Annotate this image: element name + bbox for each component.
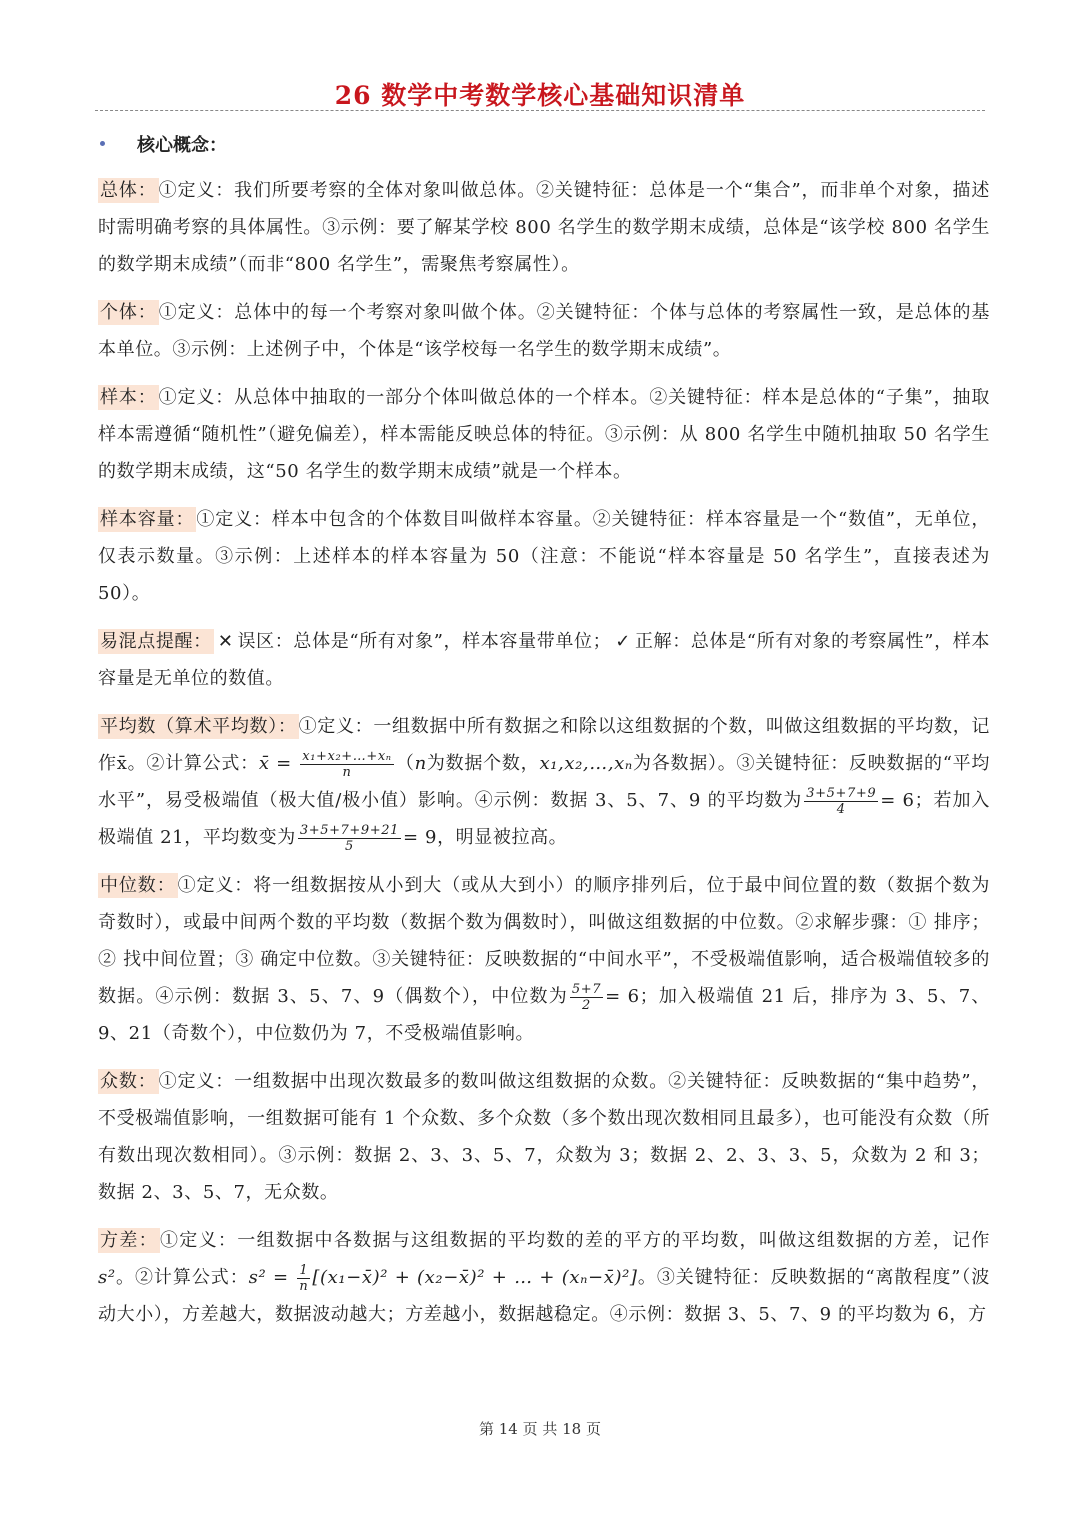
paragraph-text: ①定义：一组数据中所有数据之和除以这组数据的个数，叫做这组数据的平均数，记作x̄。②计算公式： — [98, 716, 990, 774]
fraction — [300, 749, 393, 780]
term-label: 易混点提醒： — [100, 631, 212, 652]
fraction-denominator: 2 — [582, 997, 591, 1013]
paragraph — [98, 379, 990, 490]
math-expression: x₁,x₂,…,xₙ — [539, 753, 633, 774]
paragraph — [98, 501, 990, 612]
document-title: 26 数学中考数学核心基础知识清单 — [334, 81, 746, 110]
fraction-denominator: 4 — [836, 801, 846, 817]
term-label: 中位数： — [100, 875, 176, 896]
paragraph-text: 正解：总体是“所有对象的考察属性”，样本容量是无单位的数值。 — [98, 631, 990, 689]
paragraph-text: ①定义：样本中包含的个体数目叫做样本容量。②关键特征：样本容量是一个“数值”，无单位，仅表示数量。③示例：上述样本的样本容量为 50（注意：不能说“样本容量是 50 名学生”，直接表述为 50）。 — [98, 509, 991, 604]
check-icon: ✓ — [615, 631, 631, 652]
term-label: 样本容量： — [100, 509, 195, 530]
cross-icon: ✕ — [217, 631, 234, 652]
fraction — [298, 823, 401, 854]
paragraph-text: ①定义：一组数据中出现次数最多的数叫做这组数据的众数。②关键特征：反映数据的“集中趋势”，不受极端值影响，一组数据可能有 1 个众数、多个众数（多个数出现次数相同且最多），也可能没有众数（所有数出现次数相同）。③示例：数据 2、3、3、5、7，众数为 3；数据 2、2、3、3、5，众数为 2 和 3；数据 2、3、5、7，无众数。 — [98, 1071, 990, 1203]
paragraph-text: （ — [395, 753, 415, 774]
paragraph-text: 。②计算公式： — [115, 1267, 249, 1288]
fraction-numerator: 3+5+7+9 — [806, 785, 877, 801]
page-footer: 第 14 页 共 18 页 — [478, 1420, 601, 1438]
fraction — [570, 982, 603, 1013]
paragraph — [98, 708, 990, 856]
math-expression: s² = — [248, 1267, 296, 1288]
paragraph — [98, 867, 990, 1052]
paragraph-text: = 6；若加入极端值 21，平均数变为 — [98, 790, 990, 848]
fraction-denominator: n — [299, 1278, 309, 1294]
title-divider — [95, 110, 985, 111]
paragraph-text: ①定义：从总体中抽取的一部分个体叫做总体的一个样本。②关键特征：样本是总体的“子集”，抽取样本需遵循“随机性”（避免偏差），样本需能反映总体的特征。③示例：从 800 名学生中随机抽取 50 名学生的数学期末成绩，这“50 名学生的数学期末成绩”就是一个样本。 — [98, 387, 990, 482]
math-expression: s² — [98, 1267, 116, 1288]
math-expression: n — [414, 753, 427, 774]
term-label: 众数： — [100, 1071, 157, 1092]
term-label: 方差： — [100, 1230, 158, 1251]
paragraph — [98, 172, 990, 283]
fraction-numerator: 5+7 — [571, 981, 602, 997]
fraction-denominator: n — [342, 764, 352, 780]
paragraph-text: ①定义：总体中的每一个考察对象叫做个体。②关键特征：个体与总体的考察属性一致，是总体的基本单位。③示例：上述例子中，个体是“该学校每一名学生的数学期末成绩”。 — [98, 302, 990, 360]
term-label: 样本： — [100, 387, 157, 408]
math-expression: [(x₁−x̄)² + (x₂−x̄)² + … + (xₙ−x̄)²] — [312, 1267, 638, 1288]
paragraph-text: 为各数据）。③关键特征：反映数据的“平均水平”，易受极端值（极大值/极小值）影响。④示例：数据 3、5、7、9 的平均数为 — [98, 753, 990, 811]
math-expression: x̄ = — [258, 753, 299, 774]
term-label: 平均数（算术平均数）： — [100, 716, 297, 737]
paragraph-text: = 6；加入极端值 21 后，排序为 3、5、7、9、21（奇数个），中位数仍为 7，不受极端值影响。 — [98, 986, 990, 1044]
paragraph-text: ①定义：将一组数据按从小到大（或从大到小）的顺序排列后，位于最中间位置的数（数据个数为奇数时），或最中间两个数的平均数（数据个数为偶数时），叫做这组数据的中位数。②求解步骤：① 排序；② 找中间位置；③ 确定中位数。③关键特征：反映数据的“中间水平”，不受极端值影响，适合极端值较多的数据。④示例：数据 3、5、7、9（偶数个），中位数为 — [98, 875, 991, 1007]
paragraph-text: ①定义：一组数据中各数据与这组数据的平均数的差的平方的平均数，叫做这组数据的方差，记作 — [159, 1230, 990, 1251]
paragraph — [98, 623, 990, 697]
paragraph — [98, 1063, 990, 1211]
fraction-numerator: 1 — [297, 1263, 310, 1279]
term-label: 个体： — [100, 302, 157, 323]
document-body — [98, 172, 990, 1344]
fraction-denominator: 5 — [344, 838, 354, 854]
paragraph — [98, 294, 990, 368]
section-heading: 核心概念： — [137, 135, 227, 156]
paragraph-text: ①定义：我们所要考察的全体对象叫做总体。②关键特征：总体是一个“集合”，而非单个对象，描述时需明确考察的具体属性。③示例：要了解某学校 800 名学生的数学期末成绩，总体是“该学校 800 名学生的数学期末成绩”（而非“800 名学生”，需聚焦考察属性）。 — [98, 180, 990, 275]
fraction-numerator: 3+5+7+9+21 — [299, 822, 400, 838]
bullet-icon — [100, 141, 105, 146]
paragraph-text: 。③关键特征：反映数据的“离散程度”（波动大小），方差越大，数据波动越大；方差越小，数据越稳定。④示例：数据 3、5、7、9 的平均数为 6，方 — [98, 1267, 990, 1325]
paragraph-text: 为数据个数， — [426, 753, 540, 774]
paragraph-text: = 9，明显被拉高。 — [403, 827, 568, 848]
fraction-numerator: x₁+x₂+…+xₙ — [302, 748, 392, 764]
fraction — [804, 786, 878, 817]
paragraph-text: 误区：总体是“所有对象”，样本容量带单位； — [237, 631, 612, 652]
paragraph — [98, 1222, 990, 1333]
term-label: 总体： — [100, 180, 157, 201]
fraction — [297, 1263, 310, 1294]
